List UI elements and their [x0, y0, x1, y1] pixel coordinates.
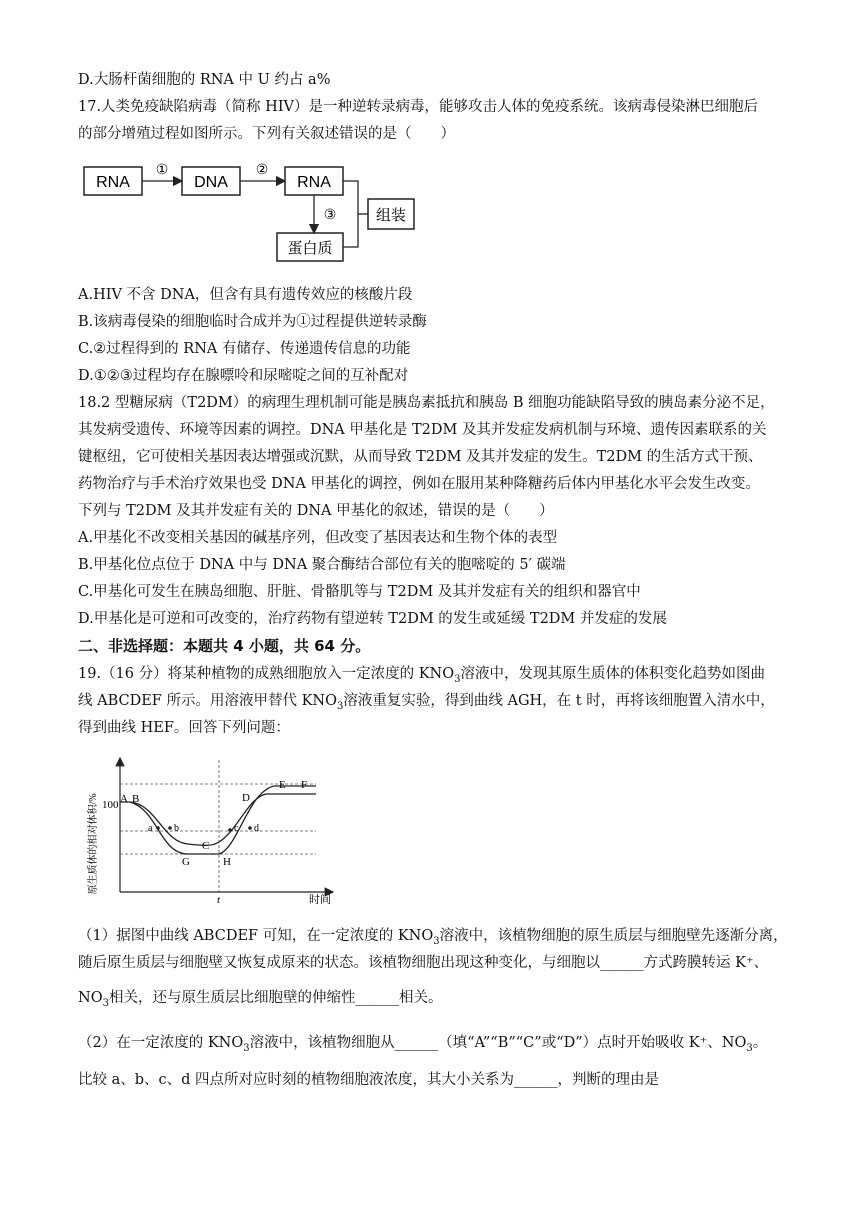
q16-option-d: D.大肠杆菌细胞的 RNA 中 U 约占 a% [78, 72, 331, 88]
q18-option-b: B.甲基化位点位于 DNA 中与 DNA 聚合酶结合部位有关的胞嘧啶的 5′ 碳端 [78, 557, 566, 573]
label-C: C [202, 840, 210, 852]
label-D: D [242, 792, 250, 804]
dna-label: DNA [194, 174, 228, 191]
label-c: c [234, 823, 239, 834]
label-d: d [254, 823, 259, 834]
q18-stem-line3: 键枢纽，它可使相关基因表达增强或沉默，从而导致 T2DM 及其并发症的发生。T2DM 的生活方式干预、 [78, 449, 763, 465]
q17-option-d: D.①②③过程均存在腺嘌呤和尿嘧啶之间的互补配对 [78, 368, 409, 384]
y-axis-label: 原生质体的相对体积/% [88, 793, 99, 895]
rna-label-1: RNA [96, 174, 130, 191]
curve-abcdef [120, 794, 316, 845]
label-b: b [174, 823, 179, 834]
q18-stem-line1: 18.2 型糖尿病（T2DM）的病理生理机制可能是胰岛素抵抗和胰岛 B 细胞功能缺陷导致的胰岛素分泌不足， [78, 395, 775, 411]
protein-label: 蛋白质 [287, 240, 333, 257]
label-B: B [132, 793, 140, 805]
q19-stem-line3: 得到曲线 HEF。回答下列问题： [78, 720, 290, 736]
q19-stem-line1: 19.（16 分）将某种植物的成熟细胞放入一定浓度的 $KNO_3$溶液中，发现其原生质体的体积变化趋势如图曲 [78, 666, 766, 685]
q18-stem-line5: 下列与 T2DM 及其并发症有关的 DNA 甲基化的叙述，错误的是（ ） [78, 503, 554, 519]
step2-label: ② [255, 161, 269, 177]
label-F: F [301, 779, 308, 791]
label-E: E [279, 779, 286, 791]
rna-label-2: RNA [297, 174, 331, 191]
q19-part1-line2: 随后原生质层与细胞壁又恢复成原来的状态。该植物细胞出现这种变化，与细胞以______方式跨膜转运 K⁺、 [78, 955, 769, 971]
q17-option-b: B.该病毒侵染的细胞临时合成并为①过程提供逆转录酶 [78, 314, 427, 330]
q18-option-a: A.甲基化不改变相关基因的碱基序列，但改变了基因表达和生物个体的表型 [78, 530, 558, 546]
q17-stem-line2: 的部分增殖过程如图所示。下列有关叙述错误的是（ ） [78, 126, 455, 142]
q18-stem-line4: 药物治疗与手术治疗效果也受 DNA 甲基化的调控，例如在服用某种降糖药后体内甲基化水平会发生改变。 [78, 476, 760, 492]
assembly-label: 组装 [375, 207, 407, 224]
q18-stem-line2: 其发病受遗传、环境等因素的调控。DNA 甲基化是 T2DM 及其并发症发病机制与环境、遗传因素联系的关 [78, 422, 767, 438]
hiv-process-diagram [78, 155, 418, 270]
q17-stem-line1: 17.人类免疫缺陷病毒（简称 HIV）是一种逆转录病毒，能够攻击人体的免疫系统。该病毒侵染淋巴细胞后 [78, 99, 759, 115]
label-a: a [148, 823, 153, 834]
label-A: A [120, 793, 128, 805]
label-G: G [182, 856, 190, 868]
x-axis-label: 时间 [309, 894, 331, 904]
step3-label: ③ [323, 206, 337, 222]
step1-label: ① [155, 161, 169, 177]
q19-part2-line2: 比较 a、b、c、d 四点所对应时刻的植物细胞液浓度，其大小关系为______，判断的理由是 [78, 1072, 660, 1088]
q18-option-d: D.甲基化是可逆和可改变的，治疗药物有望逆转 T2DM 的发生或延缓 T2DM 并发症的发展 [78, 611, 667, 627]
q17-option-c: C.②过程得到的 RNA 有储存、传递遗传信息的功能 [78, 341, 411, 357]
q17-option-a: A.HIV 不含 DNA，但含有具有遗传效应的核酸片段 [78, 287, 413, 303]
curve-aghef [130, 786, 316, 854]
q19-part1-line1: （1）据图中曲线 ABCDEF 可知，在一定浓度的 $KNO_3$溶液中，该植物细胞的原生质层与细胞壁先逐渐分离， [78, 928, 788, 947]
q19-part1-line3: $NO_3$相关，还与原生质层比细胞壁的伸缩性______相关。 [78, 990, 443, 1009]
q18-option-c: C.甲基化可发生在胰岛细胞、肝脏、骨骼肌等与 T2DM 及其并发症有关的组织和器官中 [78, 584, 641, 600]
q19-stem-line2: 线 ABCDEF 所示。用溶液甲替代 $KNO_3$溶液重复实验，得到曲线 AGH，在 t 时，再将该细胞置入清水中， [78, 693, 775, 712]
q19-part2-line1: （2）在一定浓度的 $KNO_3$溶液中，该植物细胞从______（填“A”“B”“C”或“D”）点时开始吸收 K⁺、$NO_3$。 [78, 1035, 768, 1054]
label-H: H [223, 856, 231, 868]
bracket [343, 181, 358, 247]
y-100-label: 100 [102, 799, 119, 811]
t-label: t [217, 894, 221, 904]
section2-heading: 二、非选择题：本题共 4 小题，共 64 分。 [78, 637, 371, 655]
protoplast-volume-chart [78, 752, 348, 904]
